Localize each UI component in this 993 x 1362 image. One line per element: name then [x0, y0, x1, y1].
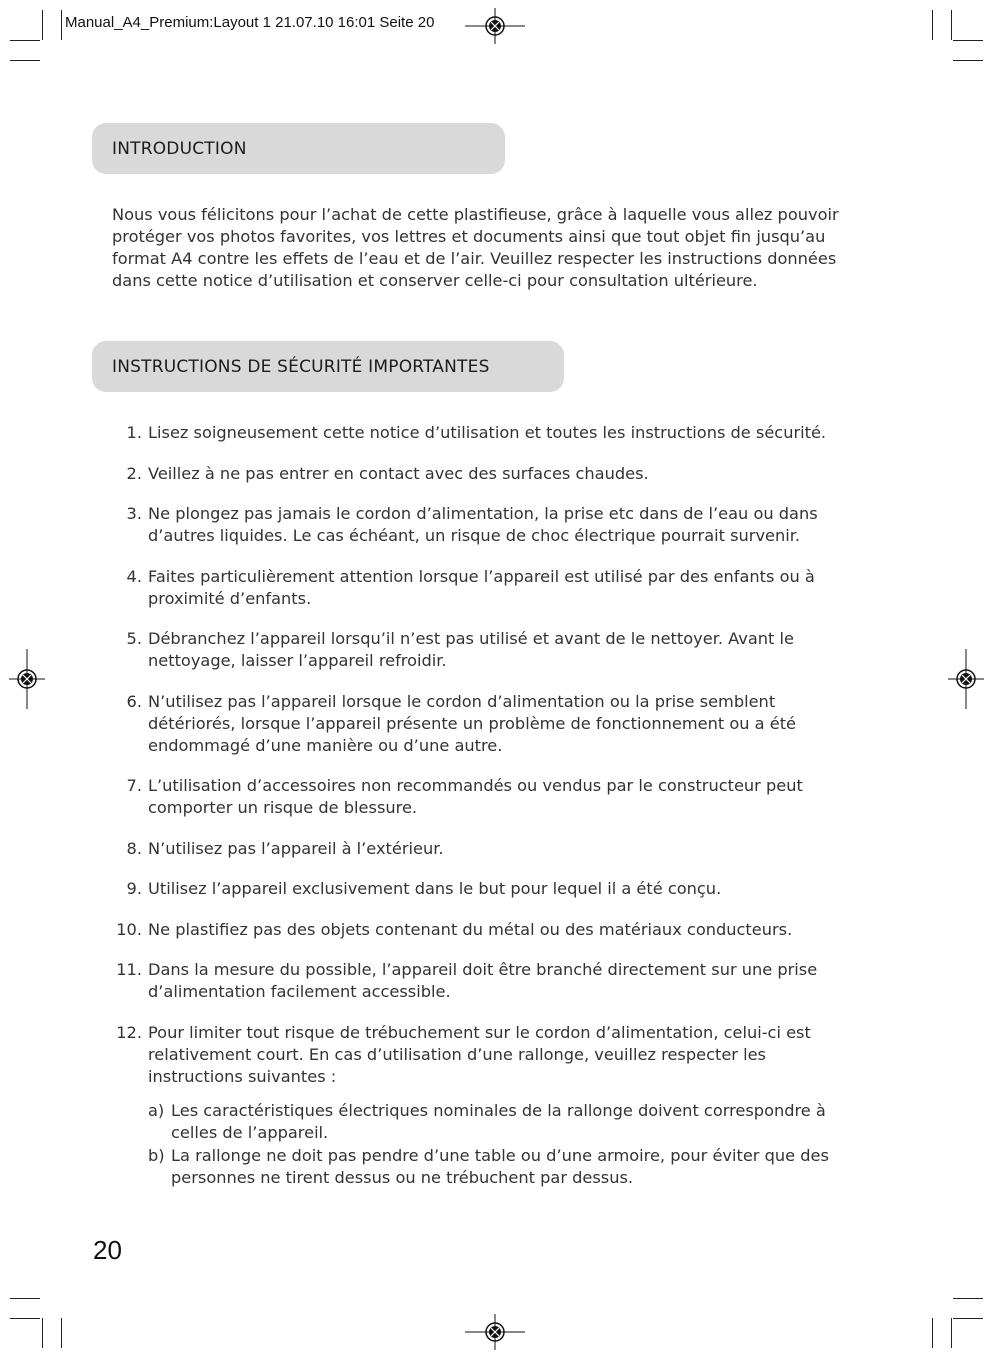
item-text: Pour limiter tout risque de trébuchement sur le cordon d’alimentation, celui-ci est relativement court. En cas d’utilisation d’une rallonge, veuillez respecter les instructions suivantes :: [148, 1022, 811, 1086]
print-slug: Manual_A4_Premium:Layout 1 21.07.10 16:01 Seite 20: [65, 14, 435, 31]
item-number: 8.: [126, 838, 142, 858]
sub-list-item: [148, 1145, 847, 1189]
list-item: [112, 1022, 847, 1189]
item-number: 12.: [116, 1022, 142, 1042]
item-text: Utilisez l’appareil exclusivement dans le but pour lequel il a été conçu.: [148, 879, 722, 898]
crop-mark: [953, 1298, 983, 1299]
crop-mark: [10, 40, 40, 41]
list-item: [112, 919, 847, 941]
crop-mark: [10, 60, 40, 61]
sub-item-text: Les caractéristiques électriques nominales de la rallonge doivent correspondre à celles de l’appareil.: [171, 1100, 826, 1142]
item-number: 3.: [126, 504, 142, 523]
list-item: [112, 422, 847, 444]
list-item: [112, 463, 847, 485]
list-item: [112, 628, 847, 672]
introduction-body: [112, 204, 857, 292]
section-heading-introduction: [92, 123, 505, 174]
item-text: L’utilisation d’accessoires non recommandés ou vendus par le constructeur peut comporter un risque de blessure.: [148, 776, 803, 817]
crop-mark: [61, 10, 62, 40]
item-text: Veillez à ne pas entrer en contact avec des surfaces chaudes.: [148, 463, 649, 483]
item-number: 11.: [116, 960, 142, 979]
item-text: Dans la mesure du possible, l’appareil doit être branché directement sur une prise d’alimentation facilement accessible.: [148, 960, 818, 1001]
crop-mark: [953, 60, 983, 61]
list-item: [112, 878, 847, 900]
list-item: [112, 959, 847, 1003]
item-text: Faites particulièrement attention lorsque l’appareil est utilisé par des enfants ou à proximité d’enfants.: [148, 566, 815, 608]
item-number: 2.: [126, 463, 142, 483]
sub-item-letter: b): [148, 1145, 165, 1165]
item-text: Ne plongez pas jamais le cordon d’alimentation, la prise etc dans de l’eau ou dans d’autres liquides. Le cas échéant, un risque de choc électrique pourrait survenir.: [148, 504, 818, 545]
crop-mark: [61, 1318, 62, 1348]
item-text: N’utilisez pas l’appareil lorsque le cordon d’alimentation ou la prise semblent détériorés, lorsque l’appareil présente un problème de fonctionnement ou a été endommagé d’une manière ou d’une autre.: [148, 691, 797, 755]
list-item: [112, 691, 847, 757]
item-number: 1.: [126, 423, 142, 442]
crop-mark: [42, 10, 43, 40]
registration-mark-icon: [936, 649, 993, 709]
section-title: INSTRUCTIONS DE SÉCURITÉ IMPORTANTES: [112, 356, 490, 377]
sub-item-text: La rallonge ne doit pas pendre d’une table ou d’une armoire, pour éviter que des personnes ne tirent dessus ou ne trébuchent par dessus.: [171, 1145, 829, 1187]
section-heading-safety: [92, 341, 564, 392]
sub-list: [148, 1100, 847, 1189]
list-item: [112, 838, 847, 860]
crop-mark: [932, 1318, 933, 1348]
item-number: 9.: [126, 879, 142, 898]
paragraph: Nous vous félicitons pour l’achat de cette plastifieuse, grâce à laquelle vous allez pouvoir protéger vos photos favorites, vos lettres et documents ainsi que tout objet fin jusqu’au format A4 contre les effets de l’eau et de l’air. Veuillez respecter les instructions données dans cette notice d’utilisation et conserver celle-ci pour consultation ultérieure.: [112, 205, 839, 290]
item-number: 4.: [126, 566, 142, 586]
item-number: 5.: [126, 629, 142, 648]
crop-mark: [953, 1318, 983, 1319]
crop-mark: [953, 40, 983, 41]
list-item: [112, 503, 847, 547]
sub-item-letter: a): [148, 1100, 165, 1120]
page-number: 20: [93, 1235, 122, 1265]
item-text: Lisez soigneusement cette notice d’utilisation et toutes les instructions de sécurité.: [148, 423, 827, 442]
safety-instructions-list: [112, 422, 847, 1207]
crop-mark: [951, 1318, 952, 1348]
registration-mark-icon: [465, 0, 525, 56]
item-text: Ne plastifiez pas des objets contenant du métal ou des matériaux conducteurs.: [148, 919, 793, 939]
item-text: N’utilisez pas l’appareil à l’extérieur.: [148, 838, 444, 858]
crop-mark: [10, 1318, 40, 1319]
item-number: 7.: [126, 776, 142, 795]
item-number: 6.: [126, 691, 142, 711]
list-item: [112, 566, 847, 610]
crop-mark: [10, 1298, 40, 1299]
registration-mark-icon: [465, 1302, 525, 1362]
item-text: Débranchez l’appareil lorsqu’il n’est pas utilisé et avant de le nettoyer. Avant le nettoyage, laisser l’appareil refroidir.: [148, 629, 794, 670]
list-item: [112, 775, 847, 819]
crop-mark: [951, 10, 952, 40]
crop-mark: [42, 1318, 43, 1348]
crop-mark: [932, 10, 933, 40]
item-number: 10.: [116, 919, 142, 939]
sub-list-item: [148, 1100, 847, 1144]
section-title: INTRODUCTION: [112, 138, 247, 159]
registration-mark-icon: [0, 649, 57, 709]
